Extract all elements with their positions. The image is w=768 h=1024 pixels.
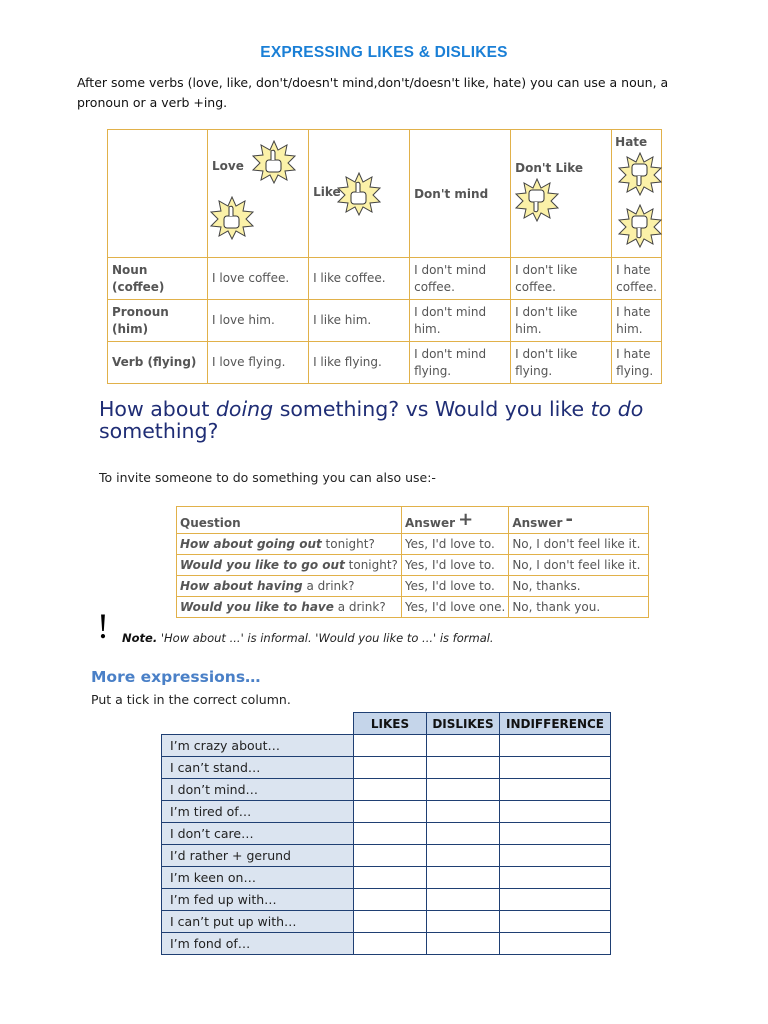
dislikes-tick-cell[interactable] xyxy=(427,779,500,801)
table-cell: I love flying. xyxy=(208,342,309,384)
likes-tick-cell[interactable] xyxy=(354,867,427,889)
dont-like-label: Don't Like xyxy=(515,161,584,175)
subtitle-italic: doing xyxy=(215,397,274,421)
likes-tick-cell[interactable] xyxy=(354,933,427,955)
more-expressions-heading: More expressions… xyxy=(91,668,261,686)
verbs-table-header-row xyxy=(108,130,662,258)
indifference-tick-cell[interactable] xyxy=(500,867,611,889)
answer-label: Answer xyxy=(404,516,456,530)
plus-icon: + xyxy=(458,509,474,530)
subtitle-part: How about xyxy=(99,397,216,421)
likes-tick-cell[interactable] xyxy=(354,801,427,823)
expressions-table xyxy=(161,712,611,955)
question-rest: tonight? xyxy=(321,537,375,551)
indifference-tick-cell[interactable] xyxy=(500,889,611,911)
note-body: 'How about ...' is informal. 'Would you like to ...' is formal. xyxy=(157,631,494,645)
answer-negative-header xyxy=(509,507,649,534)
dont-mind-label: Don't mind xyxy=(414,187,489,201)
table-cell: I hate coffee. xyxy=(612,258,662,300)
question-cell xyxy=(177,597,402,618)
expression-label: I’m keen on… xyxy=(162,867,354,889)
table-row xyxy=(162,889,611,911)
table-row xyxy=(177,597,649,618)
table-cell: I don't mind flying. xyxy=(410,342,511,384)
answer-positive-cell: Yes, I'd love to. xyxy=(401,576,508,597)
header-empty-cell xyxy=(108,130,208,258)
table-row xyxy=(162,911,611,933)
subtitle-part: something? vs Would you like xyxy=(273,397,591,421)
expression-label: I don’t care… xyxy=(162,823,354,845)
dislikes-tick-cell[interactable] xyxy=(427,867,500,889)
table-cell: I don't mind him. xyxy=(410,300,511,342)
likes-tick-cell[interactable] xyxy=(354,735,427,757)
dislikes-tick-cell[interactable] xyxy=(427,889,500,911)
verbs-table xyxy=(107,129,662,384)
answer-positive-cell: Yes, I'd love to. xyxy=(401,534,508,555)
expression-label: I’d rather + gerund xyxy=(162,845,354,867)
exclamation-icon: ! xyxy=(97,606,109,646)
expression-label: I’m fond of… xyxy=(162,933,354,955)
note-label: Note. xyxy=(122,631,158,645)
expression-label: I’m tired of… xyxy=(162,801,354,823)
dislikes-tick-cell[interactable] xyxy=(427,823,500,845)
likes-tick-cell[interactable] xyxy=(354,911,427,933)
expression-label: I’m crazy about… xyxy=(162,735,354,757)
likes-tick-cell[interactable] xyxy=(354,779,427,801)
likes-header: LIKES xyxy=(354,713,427,735)
table-cell: I hate him. xyxy=(612,300,662,342)
thumbs-down-icon xyxy=(618,152,662,196)
header-love xyxy=(208,130,309,258)
question-bold: How about having xyxy=(180,579,303,593)
expressions-header-row xyxy=(162,713,611,735)
expression-label: I can’t put up with… xyxy=(162,911,354,933)
dislikes-tick-cell[interactable] xyxy=(427,911,500,933)
tick-instruction: Put a tick in the correct column. xyxy=(91,692,291,707)
table-cell: I like flying. xyxy=(309,342,410,384)
dislikes-tick-cell[interactable] xyxy=(427,735,500,757)
header-empty-cell xyxy=(162,713,354,735)
subtitle-italic: to do xyxy=(590,397,644,421)
like-label: Like xyxy=(313,185,341,199)
table-cell: I don't like him. xyxy=(511,300,612,342)
indifference-tick-cell[interactable] xyxy=(500,911,611,933)
indifference-tick-cell[interactable] xyxy=(500,933,611,955)
table-row xyxy=(162,845,611,867)
answer-positive-header xyxy=(401,507,508,534)
invitations-header-row xyxy=(177,507,649,534)
dislikes-tick-cell[interactable] xyxy=(427,845,500,867)
question-bold: Would you like to have xyxy=(180,600,334,614)
question-cell xyxy=(177,555,402,576)
minus-icon: - xyxy=(565,509,573,530)
question-bold: Would you like to go out xyxy=(180,558,345,572)
header-dont-mind xyxy=(410,130,511,258)
answer-label: Answer xyxy=(512,516,563,530)
indifference-tick-cell[interactable] xyxy=(500,823,611,845)
page-title: EXPRESSING LIKES & DISLIKES xyxy=(260,44,508,61)
table-row xyxy=(108,342,662,384)
subtitle-part: something? xyxy=(99,419,219,443)
header-like xyxy=(309,130,410,258)
dislikes-header: DISLIKES xyxy=(427,713,500,735)
answer-positive-cell: Yes, I'd love one. xyxy=(401,597,508,618)
table-cell: I don't like coffee. xyxy=(511,258,612,300)
thumbs-up-icon xyxy=(252,140,296,184)
table-cell: I love him. xyxy=(208,300,309,342)
answer-negative-cell: No, thank you. xyxy=(509,597,649,618)
row-label: Noun (coffee) xyxy=(108,258,208,300)
indifference-tick-cell[interactable] xyxy=(500,735,611,757)
dislikes-tick-cell[interactable] xyxy=(427,801,500,823)
table-row xyxy=(177,555,649,576)
table-row xyxy=(162,757,611,779)
table-row xyxy=(162,735,611,757)
table-row xyxy=(162,801,611,823)
table-row xyxy=(162,823,611,845)
dislikes-tick-cell[interactable] xyxy=(427,757,500,779)
question-cell xyxy=(177,534,402,555)
indifference-tick-cell[interactable] xyxy=(500,779,611,801)
table-cell: I don't mind coffee. xyxy=(410,258,511,300)
hate-label: Hate xyxy=(615,135,648,149)
likes-tick-cell[interactable] xyxy=(354,845,427,867)
table-row xyxy=(162,933,611,955)
answer-negative-cell: No, thanks. xyxy=(509,576,649,597)
thumbs-down-icon xyxy=(515,178,559,222)
question-rest: a drink? xyxy=(302,579,355,593)
table-row xyxy=(177,534,649,555)
love-label: Love xyxy=(212,159,244,173)
indifference-tick-cell[interactable] xyxy=(500,801,611,823)
note-text xyxy=(122,631,494,645)
expression-label: I’m fed up with… xyxy=(162,889,354,911)
indifference-tick-cell[interactable] xyxy=(500,845,611,867)
table-cell: I hate flying. xyxy=(612,342,662,384)
header-dont-like xyxy=(511,130,612,258)
invitations-table xyxy=(176,506,649,618)
likes-tick-cell[interactable] xyxy=(354,757,427,779)
question-header: Question xyxy=(177,507,402,534)
table-row xyxy=(108,258,662,300)
table-row xyxy=(108,300,662,342)
table-cell: I like coffee. xyxy=(309,258,410,300)
answer-negative-cell: No, I don't feel like it. xyxy=(509,555,649,576)
dislikes-tick-cell[interactable] xyxy=(427,933,500,955)
question-rest: tonight? xyxy=(344,558,398,572)
thumbs-up-icon xyxy=(337,172,381,216)
table-row xyxy=(177,576,649,597)
indifference-header: INDIFFERENCE xyxy=(500,713,611,735)
expression-label: I can’t stand… xyxy=(162,757,354,779)
table-cell: I like him. xyxy=(309,300,410,342)
likes-tick-cell[interactable] xyxy=(354,889,427,911)
answer-negative-cell: No, I don't feel like it. xyxy=(509,534,649,555)
question-rest: a drink? xyxy=(333,600,386,614)
row-label: Verb (flying) xyxy=(108,342,208,384)
table-row xyxy=(162,867,611,889)
row-label: Pronoun (him) xyxy=(108,300,208,342)
answer-positive-cell: Yes, I'd love to. xyxy=(401,555,508,576)
table-row xyxy=(162,779,611,801)
expression-label: I don’t mind… xyxy=(162,779,354,801)
likes-tick-cell[interactable] xyxy=(354,823,427,845)
thumbs-down-icon xyxy=(618,204,662,248)
question-cell xyxy=(177,576,402,597)
header-hate xyxy=(612,130,662,258)
indifference-tick-cell[interactable] xyxy=(500,757,611,779)
thumbs-up-icon xyxy=(210,196,254,240)
table-cell: I love coffee. xyxy=(208,258,309,300)
question-bold: How about going out xyxy=(180,537,322,551)
section-subtitle xyxy=(99,398,719,442)
table-cell: I don't like flying. xyxy=(511,342,612,384)
invite-text: To invite someone to do something you can also use:- xyxy=(99,470,436,485)
intro-paragraph: After some verbs (love, like, don't/doesn't mind,don't/doesn't like, hate) you can use a noun, a pronoun or a verb +ing. xyxy=(77,75,669,110)
